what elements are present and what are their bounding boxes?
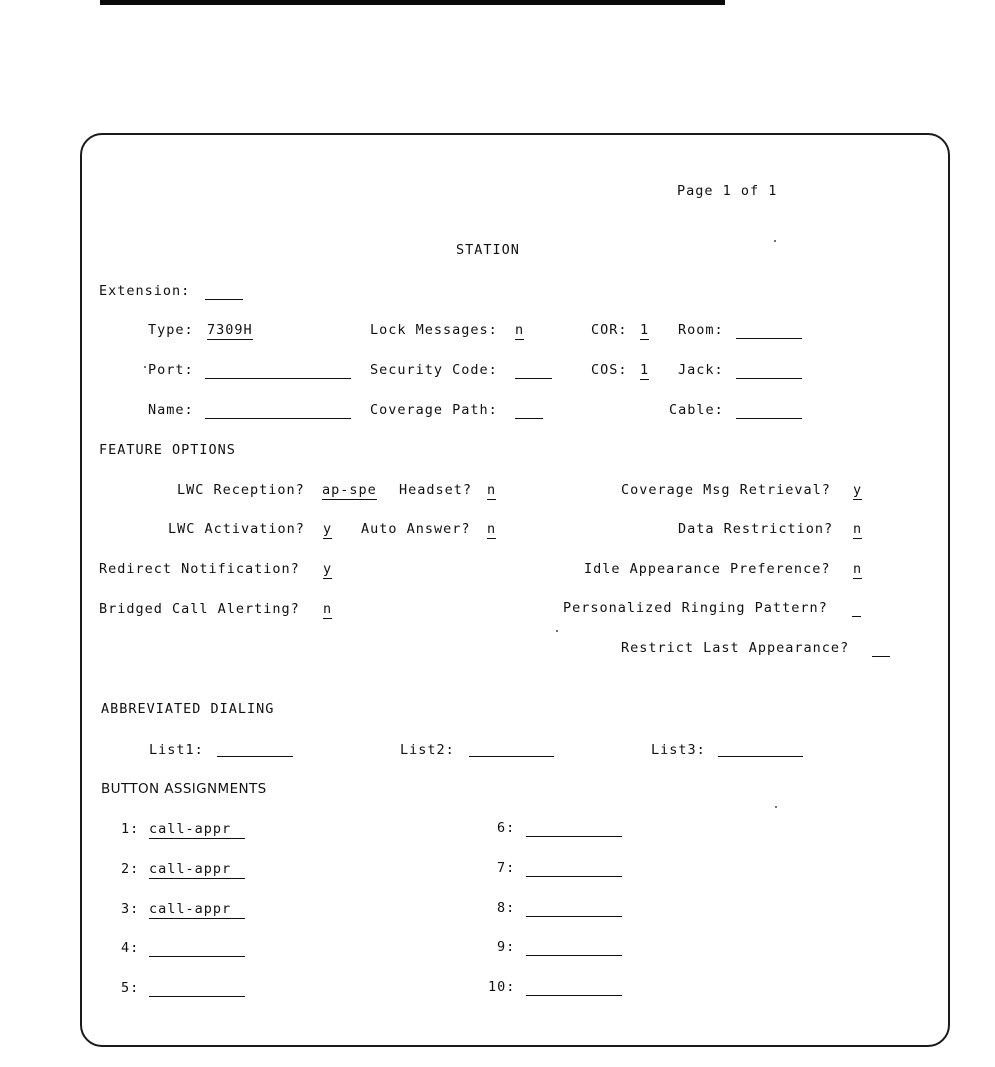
room-field[interactable]: [736, 338, 802, 339]
lwc-activation-label: LWC Activation?: [168, 521, 305, 537]
name-field[interactable]: [205, 418, 351, 419]
button-1-field[interactable]: call-appr: [149, 821, 245, 839]
button-5-field[interactable]: [149, 996, 245, 997]
idle-appearance-preference-label: Idle Appearance Preference?: [584, 561, 831, 577]
bridged-call-alerting-label: Bridged Call Alerting?: [99, 601, 300, 617]
button-2-field[interactable]: call-appr: [149, 861, 245, 879]
button-8-label: 8:: [497, 900, 516, 916]
lock-messages-label: Lock Messages:: [370, 322, 498, 338]
coverage-path-label: Coverage Path:: [370, 402, 498, 418]
button-8-field[interactable]: [526, 916, 622, 917]
abbreviated-dialing-heading: ABBREVIATED DIALING: [101, 701, 275, 717]
redirect-notification-field[interactable]: y: [323, 561, 333, 577]
list3-label: List3:: [651, 742, 706, 758]
lwc-activation-field[interactable]: y: [323, 521, 333, 537]
button-3-label: 3:: [121, 901, 140, 917]
feature-options-heading: FEATURE OPTIONS: [99, 442, 236, 458]
security-code-field[interactable]: [515, 378, 552, 379]
auto-answer-field[interactable]: n: [487, 521, 497, 537]
data-restriction-label: Data Restriction?: [678, 521, 834, 537]
security-code-label: Security Code:: [370, 362, 498, 378]
form-title: STATION: [456, 242, 520, 258]
button-6-label: 6:: [497, 820, 516, 836]
top-rule: [100, 0, 725, 5]
extension-field[interactable]: [205, 299, 243, 300]
extension-label: Extension:: [99, 283, 191, 299]
auto-answer-label: Auto Answer?: [361, 521, 471, 537]
button-9-label: 9:: [497, 939, 516, 955]
lock-messages-field[interactable]: n: [515, 322, 525, 338]
jack-field[interactable]: [736, 378, 802, 379]
cable-label: Cable:: [669, 402, 724, 418]
lwc-reception-field[interactable]: ap-spe: [322, 482, 377, 498]
cor-field[interactable]: 1: [640, 322, 650, 338]
scan-speck: [774, 240, 776, 242]
page-indicator: Page 1 of 1: [677, 183, 778, 199]
coverage-path-field[interactable]: [515, 418, 543, 419]
list2-label: List2:: [400, 742, 455, 758]
button-4-field[interactable]: [149, 956, 245, 957]
list1-label: List1:: [149, 742, 204, 758]
personalized-ringing-pattern-label: Personalized Ringing Pattern?: [563, 600, 828, 616]
port-field[interactable]: [205, 378, 351, 379]
jack-label: Jack:: [678, 362, 724, 378]
list1-field[interactable]: [217, 756, 293, 757]
scan-speck: [144, 366, 146, 368]
name-label: Name:: [148, 402, 194, 418]
room-label: Room:: [678, 322, 724, 338]
button-10-label: 10:: [488, 979, 516, 995]
cos-label: COS:: [591, 362, 628, 378]
button-5-label: 5:: [121, 980, 140, 996]
port-label: Port:: [148, 362, 194, 378]
button-3-field[interactable]: call-appr: [149, 901, 245, 919]
list2-field[interactable]: [469, 756, 554, 757]
restrict-last-appearance-label: Restrict Last Appearance?: [621, 640, 850, 656]
button-1-label: 1:: [121, 821, 140, 837]
lwc-reception-label: LWC Reception?: [177, 482, 305, 498]
type-label: Type:: [148, 322, 194, 338]
coverage-msg-retrieval-label: Coverage Msg Retrieval?: [621, 482, 831, 498]
headset-label: Headset?: [399, 482, 473, 498]
headset-field[interactable]: n: [487, 482, 497, 498]
redirect-notification-label: Redirect Notification?: [99, 561, 300, 577]
button-6-field[interactable]: [526, 836, 622, 837]
button-4-label: 4:: [121, 940, 140, 956]
personalized-ringing-pattern-field[interactable]: [852, 616, 861, 617]
bridged-call-alerting-field[interactable]: n: [323, 601, 333, 617]
button-assignments-heading: BUTTON ASSIGNMENTS: [101, 781, 267, 797]
restrict-last-appearance-field[interactable]: [872, 656, 890, 657]
scan-speck: [775, 806, 777, 808]
idle-appearance-preference-field[interactable]: n: [853, 561, 863, 577]
button-7-label: 7:: [497, 860, 516, 876]
data-restriction-field[interactable]: n: [853, 521, 863, 537]
coverage-msg-retrieval-field[interactable]: y: [853, 482, 863, 498]
cor-label: COR:: [591, 322, 628, 338]
button-7-field[interactable]: [526, 876, 622, 877]
scan-speck: [556, 630, 558, 632]
cable-field[interactable]: [736, 418, 802, 419]
button-2-label: 2:: [121, 861, 140, 877]
list3-field[interactable]: [718, 756, 803, 757]
button-10-field[interactable]: [526, 995, 622, 996]
button-9-field[interactable]: [526, 955, 622, 956]
type-field[interactable]: 7309H: [207, 322, 253, 338]
cos-field[interactable]: 1: [640, 362, 650, 378]
